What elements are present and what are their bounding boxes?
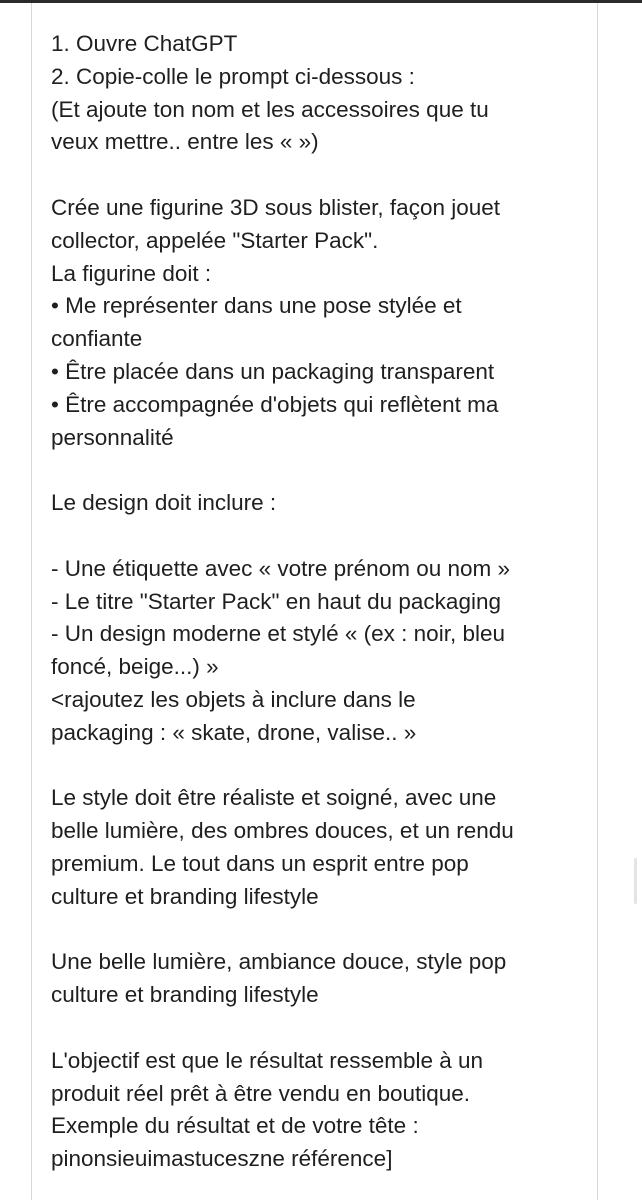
blank-line	[51, 750, 591, 783]
message-line: - Une étiquette avec « votre prénom ou nom »	[51, 555, 511, 581]
blank-line	[51, 914, 591, 947]
message-body	[51, 28, 591, 1176]
message-line: La figurine doit :	[51, 260, 212, 286]
message-line: packaging : « skate, drone, valise.. »	[51, 719, 417, 745]
message-line: L'objectif est que le résultat ressemble à un	[51, 1047, 484, 1073]
message-line: belle lumière, des ombres douces, et un rendu	[51, 818, 514, 844]
message-line: personnalité	[51, 424, 174, 450]
message-line: Crée une figurine 3D sous blister, façon jouet	[51, 194, 501, 220]
message-line: - Un design moderne et stylé « (ex : noir, bleu	[51, 621, 505, 647]
message-line: premium. Le tout dans un esprit entre pop	[51, 850, 469, 876]
message-line: 2. Copie-colle le prompt ci-dessous :	[51, 63, 415, 89]
blank-line	[51, 1012, 591, 1045]
scrollbar-thumb[interactable]	[634, 858, 637, 904]
message-line: confiante	[51, 326, 143, 352]
blank-line	[51, 454, 591, 487]
message-line: 1. Ouvre ChatGPT	[51, 31, 238, 56]
top-divider	[0, 0, 642, 3]
message-left-border	[31, 3, 32, 1200]
message-line: foncé, beige...) »	[51, 654, 219, 680]
message-right-border	[597, 3, 598, 1200]
message-line: Exemple du résultat et de votre tête :	[51, 1113, 419, 1139]
blank-line	[51, 159, 591, 192]
message-line: pinonsieuimastuceszne référence]	[51, 1146, 393, 1172]
message-line: Une belle lumière, ambiance douce, style pop	[51, 949, 507, 975]
message-line: • Être placée dans un packaging transparent	[51, 358, 495, 384]
blank-line	[51, 520, 591, 553]
message-line: (Et ajoute ton nom et les accessoires que tu	[51, 96, 489, 122]
message-line: Le style doit être réaliste et soigné, avec une	[51, 785, 497, 811]
message-line: • Me représenter dans une pose stylée et	[51, 293, 462, 319]
message-line: - Le titre "Starter Pack" en haut du packaging	[51, 588, 501, 614]
message-line: culture et branding lifestyle	[51, 883, 319, 909]
message-line: culture et branding lifestyle	[51, 982, 319, 1008]
message-line: produit réel prêt à être vendu en boutique.	[51, 1080, 471, 1106]
message-line: • Être accompagnée d'objets qui reflètent ma	[51, 391, 499, 417]
message-line: collector, appelée "Starter Pack".	[51, 227, 379, 253]
message-line: <rajoutez les objets à inclure dans le	[51, 686, 416, 712]
message-line: Le design doit inclure :	[51, 490, 277, 516]
message-line: veux mettre.. entre les « »)	[51, 129, 319, 155]
